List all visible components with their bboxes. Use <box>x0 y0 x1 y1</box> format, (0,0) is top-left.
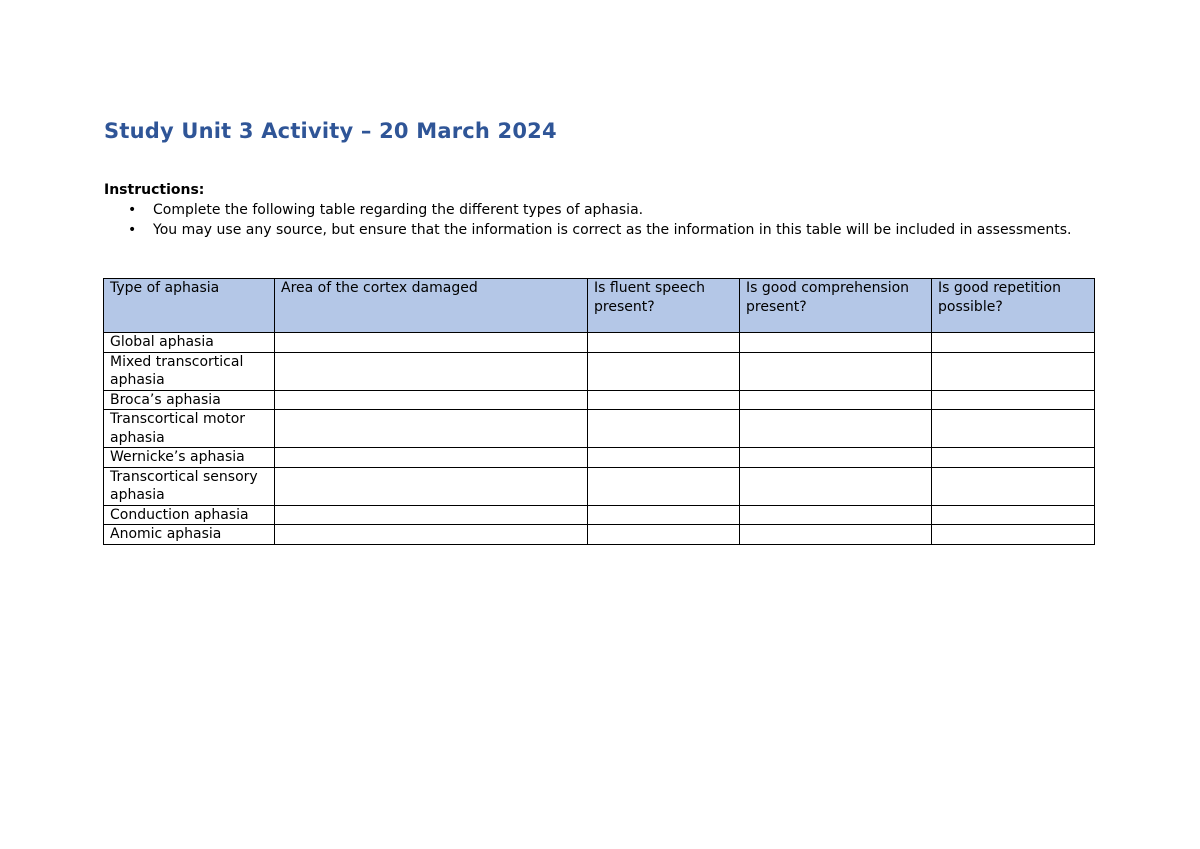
fluent-cell[interactable] <box>588 390 740 410</box>
repetition-cell[interactable] <box>932 352 1095 390</box>
table-row <box>104 390 1095 410</box>
instructions-list <box>104 200 1094 240</box>
comprehension-cell[interactable] <box>740 448 932 468</box>
fluent-cell[interactable] <box>588 448 740 468</box>
comprehension-cell[interactable] <box>740 467 932 505</box>
aphasia-type-cell: Mixed transcortical aphasia <box>104 352 275 390</box>
area-cell[interactable] <box>275 467 588 505</box>
fluent-cell[interactable] <box>588 525 740 545</box>
area-cell[interactable] <box>275 352 588 390</box>
area-cell[interactable] <box>275 333 588 353</box>
header-type-of-aphasia: Type of aphasia <box>104 279 275 333</box>
bullet-icon: • <box>128 202 137 218</box>
aphasia-table <box>103 278 1095 545</box>
table-row <box>104 505 1095 525</box>
aphasia-type-cell: Transcortical sensory aphasia <box>104 467 275 505</box>
aphasia-type-cell: Global aphasia <box>104 333 275 353</box>
repetition-cell[interactable] <box>932 410 1095 448</box>
page-title: Study Unit 3 Activity – 20 March 2024 <box>104 119 557 143</box>
instruction-item <box>104 220 1094 240</box>
comprehension-cell[interactable] <box>740 390 932 410</box>
header-repetition: Is good repetition possible? <box>932 279 1095 333</box>
table-row <box>104 467 1095 505</box>
bullet-icon: • <box>128 222 137 238</box>
comprehension-cell[interactable] <box>740 352 932 390</box>
table-header-row <box>104 279 1095 333</box>
comprehension-cell[interactable] <box>740 525 932 545</box>
repetition-cell[interactable] <box>932 448 1095 468</box>
area-cell[interactable] <box>275 448 588 468</box>
aphasia-type-cell: Wernicke’s aphasia <box>104 448 275 468</box>
fluent-cell[interactable] <box>588 410 740 448</box>
table-row <box>104 525 1095 545</box>
instruction-item <box>104 200 1094 220</box>
repetition-cell[interactable] <box>932 333 1095 353</box>
instruction-text: Complete the following table regarding the different types of aphasia. <box>153 202 644 218</box>
header-area-damaged: Area of the cortex damaged <box>275 279 588 333</box>
instruction-text: You may use any source, but ensure that the information is correct as the information in this table will be included in assessments. <box>153 222 1072 238</box>
area-cell[interactable] <box>275 505 588 525</box>
table-row <box>104 410 1095 448</box>
aphasia-type-cell: Broca’s aphasia <box>104 390 275 410</box>
repetition-cell[interactable] <box>932 390 1095 410</box>
table-row <box>104 448 1095 468</box>
repetition-cell[interactable] <box>932 505 1095 525</box>
fluent-cell[interactable] <box>588 352 740 390</box>
aphasia-type-cell: Conduction aphasia <box>104 505 275 525</box>
instructions-label: Instructions: <box>104 182 205 198</box>
header-comprehension: Is good comprehension present? <box>740 279 932 333</box>
aphasia-type-cell: Transcortical motor aphasia <box>104 410 275 448</box>
repetition-cell[interactable] <box>932 467 1095 505</box>
area-cell[interactable] <box>275 525 588 545</box>
fluent-cell[interactable] <box>588 505 740 525</box>
repetition-cell[interactable] <box>932 525 1095 545</box>
comprehension-cell[interactable] <box>740 505 932 525</box>
table-row <box>104 333 1095 353</box>
fluent-cell[interactable] <box>588 333 740 353</box>
header-fluent-speech: Is fluent speech present? <box>588 279 740 333</box>
comprehension-cell[interactable] <box>740 410 932 448</box>
comprehension-cell[interactable] <box>740 333 932 353</box>
table-row <box>104 352 1095 390</box>
aphasia-type-cell: Anomic aphasia <box>104 525 275 545</box>
instructions-section <box>104 180 1094 240</box>
fluent-cell[interactable] <box>588 467 740 505</box>
area-cell[interactable] <box>275 410 588 448</box>
area-cell[interactable] <box>275 390 588 410</box>
